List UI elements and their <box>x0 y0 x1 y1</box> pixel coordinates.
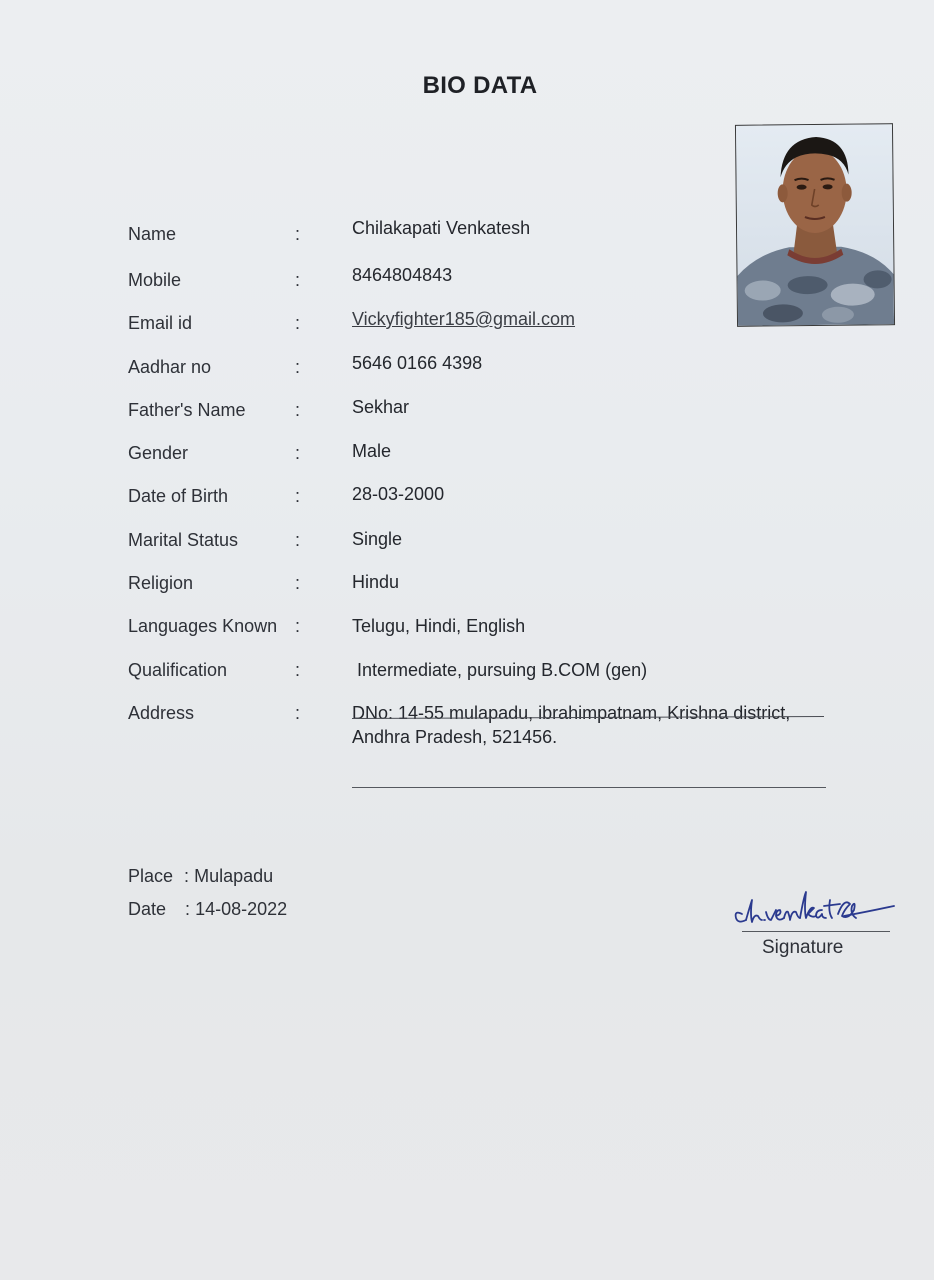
field-label: Mobile <box>128 270 182 290</box>
field-label: Religion <box>128 573 194 593</box>
date-value: 14-08-2022 <box>195 899 288 919</box>
signature-icon <box>726 870 906 940</box>
field-value: Single <box>352 529 403 549</box>
address-line-1: DNo: 14-55 mulapadu, ibrahimpatnam, Krishna district, <box>352 703 791 723</box>
place-line <box>128 864 273 888</box>
field-label: Name <box>128 224 177 244</box>
field-colon: : <box>295 660 301 680</box>
field-label: Gender <box>128 443 189 463</box>
field-value: Telugu, Hindi, English <box>352 616 526 636</box>
place-label: Place <box>128 866 174 886</box>
address-line-2: Andhra Pradesh, 521456. <box>352 727 558 747</box>
field-label: Email id <box>128 313 193 333</box>
field-colon: : <box>295 703 301 723</box>
field-colon: : <box>295 400 301 420</box>
field-label: Aadhar no <box>128 357 212 377</box>
document-title: BIO DATA <box>422 72 538 99</box>
date-label: Date <box>128 899 167 919</box>
field-colon: : <box>295 616 301 636</box>
address-underline <box>352 787 826 788</box>
signature-line <box>742 931 890 932</box>
email-link[interactable]: Vickyfighter185@gmail.com <box>352 309 576 329</box>
field-colon: : <box>295 530 301 550</box>
field-value: 5646 0166 4398 <box>352 353 483 373</box>
field-colon: : <box>295 486 301 506</box>
field-label: Languages Known <box>128 616 278 636</box>
date-sep: : <box>185 899 191 919</box>
field-value: Male <box>352 441 392 461</box>
place-sep: : <box>184 866 190 886</box>
field-value: Hindu <box>352 572 400 592</box>
field-value: Sekhar <box>352 397 410 417</box>
field-label: Father's Name <box>128 400 246 420</box>
field-colon: : <box>295 357 301 377</box>
place-value: Mulapadu <box>194 866 274 886</box>
field-value: 28-03-2000 <box>352 484 445 504</box>
field-value <box>352 701 832 749</box>
field-colon: : <box>295 443 301 463</box>
field-value: Chilakapati Venkatesh <box>352 218 531 238</box>
field-value: 8464804843 <box>352 265 453 285</box>
field-label: Qualification <box>128 660 228 680</box>
field-colon: : <box>295 224 301 244</box>
field-value: Intermediate, pursuing B.COM (gen) <box>352 660 648 680</box>
signature-label: Signature <box>762 937 844 958</box>
field-colon: : <box>295 313 301 333</box>
field-label: Address <box>128 703 195 723</box>
field-label: Date of Birth <box>128 486 229 506</box>
field-colon: : <box>295 270 301 290</box>
field-colon: : <box>295 573 301 593</box>
field-label: Marital Status <box>128 530 239 550</box>
date-line <box>128 897 287 921</box>
